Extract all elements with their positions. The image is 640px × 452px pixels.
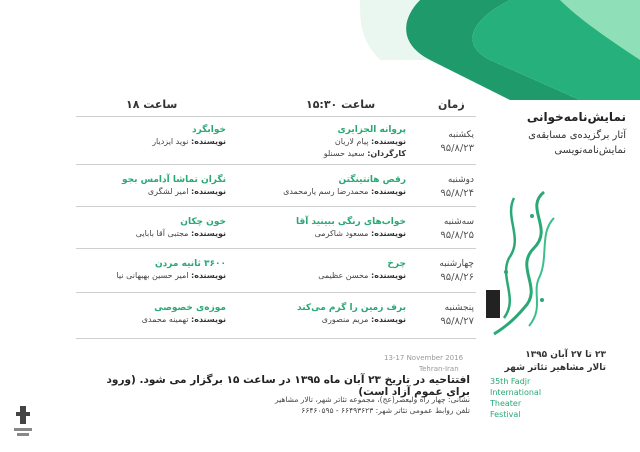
- theater-logo-icon: [12, 404, 34, 438]
- fest-line-1: 35th Fadjr: [490, 377, 531, 386]
- header-time: زمان: [438, 98, 465, 111]
- english-city: Tehran-Iran: [419, 365, 459, 373]
- session-4-1530: [256, 258, 406, 282]
- opening-announcement: افتتاحیه در تاریخ ۲۳ آبان ماه ۱۳۹۵ در ساعت ۱۵ برگزار می شود. (ورود برای عموم آزاد است): [106, 374, 470, 398]
- address: نشانی: چهار راه ولیعصر(عج)، مجموعه تئاتر شهر، تالار مشاهیر: [274, 395, 470, 404]
- fest-line-2: International: [490, 388, 542, 397]
- ribbon-graphic: [360, 0, 640, 100]
- side-dates: [486, 349, 606, 375]
- day-date: ۹۵/۸/۲۳: [440, 143, 474, 154]
- side-subtitle-2: نمایش‌نامه‌نویسی: [554, 145, 626, 156]
- day-name: سه‌شنبه: [443, 217, 474, 227]
- author-label: نویسنده:: [371, 187, 406, 196]
- author-name: نوید ایزدیار: [152, 137, 189, 146]
- contact-info: [200, 394, 470, 416]
- side-title: نمایش‌نامه‌خوانی: [526, 110, 626, 124]
- festival-dates: ۲۳ تا ۲۷ آبان ۱۳۹۵: [525, 350, 606, 360]
- author-name: امیر حسین بهبهانی نیا: [116, 271, 189, 280]
- author-label: نویسنده:: [191, 137, 226, 146]
- author-label: نویسنده:: [191, 271, 226, 280]
- play-title: خوابگرد: [191, 125, 226, 135]
- day-name: یکشنبه: [448, 130, 474, 140]
- play-title: پروانه الجزایری: [337, 125, 406, 135]
- day-date: ۹۵/۸/۲۷: [440, 316, 474, 327]
- author-label: نویسنده:: [191, 229, 226, 238]
- play-title: رقص هانتینگتن: [338, 175, 406, 185]
- header-1530: ساعت ۱۵:۳۰: [306, 98, 376, 111]
- day-row-2: [416, 175, 474, 199]
- day-name: پنجشنبه: [444, 303, 474, 313]
- session-1-1530: [256, 124, 406, 160]
- divider: [76, 116, 476, 117]
- author-name: امیر لشگری: [147, 187, 189, 196]
- side-heading: [486, 110, 626, 158]
- day-date: ۹۵/۸/۲۴: [440, 188, 474, 199]
- author-label: نویسنده:: [371, 229, 406, 238]
- author-name: محمدرضا رسم یارمحمدی: [283, 187, 369, 196]
- day-row-3: [416, 217, 474, 241]
- play-title: موزه‌ی خصوصی: [154, 303, 226, 313]
- day-date: ۹۵/۸/۲۶: [440, 272, 474, 283]
- session-4-18: [76, 258, 226, 282]
- author-name: مریم منصوری: [321, 315, 369, 324]
- author-name: مجتبی آقا بابایی: [135, 229, 189, 238]
- session-2-1530: [256, 174, 406, 198]
- author-label: نویسنده:: [191, 187, 226, 196]
- director-label: کارگردان:: [367, 149, 406, 158]
- session-5-18: [76, 302, 226, 326]
- play-title: ۳۶۰۰ ثانیه مردن: [155, 259, 226, 269]
- side-subtitle: [486, 128, 626, 158]
- divider: [76, 338, 476, 339]
- festival-english-name: [490, 376, 541, 420]
- session-2-18: [76, 174, 226, 198]
- session-1-18: [76, 124, 226, 148]
- divider: [76, 164, 476, 165]
- play-title: خواب‌های رنگی ببینید آقا: [295, 217, 406, 227]
- divider: [76, 248, 476, 249]
- session-3-1530: [256, 216, 406, 240]
- play-title: چرخ: [387, 259, 406, 269]
- author-label: نویسنده:: [371, 315, 406, 324]
- day-date: ۹۵/۸/۲۵: [440, 230, 474, 241]
- play-title: خون چکان: [180, 217, 226, 227]
- day-row-1: [416, 130, 474, 154]
- day-name: چهارشنبه: [439, 259, 474, 269]
- divider: [76, 292, 476, 293]
- day-row-4: [416, 259, 474, 283]
- play-title: برف زمین را گرم می‌کند: [297, 303, 406, 313]
- author-name: مسعود شاکرمی: [314, 229, 369, 238]
- phone: تلفن روابط عمومی تئاتر شهر: ۶۶۴۹۳۶۲۳ - ۶۶۴۶۰۵۹۵: [301, 406, 470, 415]
- day-row-5: [416, 303, 474, 327]
- session-3-18: [76, 216, 226, 240]
- author-label: نویسنده:: [191, 315, 226, 324]
- fest-line-4: Festival: [490, 410, 521, 419]
- author-name: محسن عظیمی: [318, 271, 369, 280]
- english-dates: 13-17 November 2016: [384, 354, 464, 362]
- author-name: تهمینه محمدی: [141, 315, 189, 324]
- fest-line-3: Theater: [490, 399, 522, 408]
- author-name: پیام لاریان: [334, 137, 369, 146]
- session-5-1530: [256, 302, 406, 326]
- header-18: ساعت ۱۸: [126, 98, 178, 111]
- side-subtitle-1: آثار برگزیده‌ی مسابقه‌ی: [528, 130, 626, 141]
- divider: [76, 206, 476, 207]
- day-name: دوشنبه: [447, 175, 474, 185]
- emblem-icon: [486, 290, 500, 318]
- director-name: سعید حسنلو: [323, 149, 365, 158]
- author-label: نویسنده:: [371, 137, 406, 146]
- play-title: نگران تماشا آدامس بجو: [122, 175, 226, 185]
- author-label: نویسنده:: [371, 271, 406, 280]
- festival-venue: تالار مشاهیر تئاتر شهر: [504, 363, 606, 373]
